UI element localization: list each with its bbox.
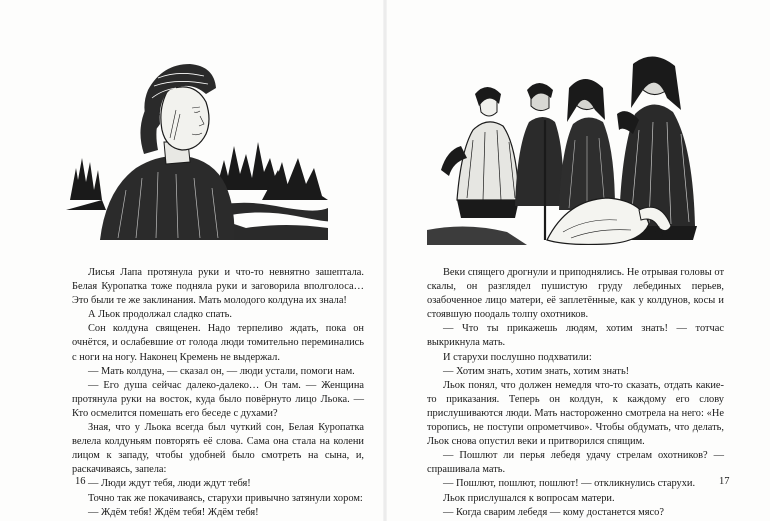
paragraph: Сон колдуна священен. Надо терпеливо ждать, пока он очнётся, и ослабевшие от голода люди томительно переминались с ноги на ногу. Наконец Кремень не выдержал. (72, 323, 364, 363)
paragraph: Веки спящего дрогнули и приподнялись. Не отрывая головы от скалы, он разглядел пушистую груду лебединых перьев, озабоченное лицо матери, её заплетённые, как у колдунов, косы и стоявшую поодаль толпу охотников. (427, 267, 724, 321)
paragraph: — Что ты прикажешь людям, хотим знать! — тотчас выкрикнула мать. (427, 323, 724, 349)
right-page (385, 0, 770, 521)
illustration-youth-portrait (66, 50, 328, 240)
paragraph: — Хотим знать, хотим знать, хотим знать! (443, 365, 630, 377)
paragraph: — Люди ждут тебя, люди ждут тебя! (88, 478, 251, 490)
paragraph: А Льок продолжал сладко спать. (88, 309, 232, 321)
paragraph: — Пошлют, пошлют, пошлют! — откликнулись старухи. (443, 478, 696, 490)
paragraph: — Ждём тебя! Ждём тебя! Ждём тебя! (88, 506, 259, 518)
figure-face (161, 87, 209, 150)
paragraph: Точно так же покачиваясь, старухи привычно затянули хором: (88, 492, 363, 504)
page-number: 16 (75, 476, 86, 487)
right-page-text (427, 266, 724, 520)
paragraph: — Когда сварим лебедя — кому достанется мясо? (443, 506, 664, 518)
paragraph: Зная, что у Льока всегда был чуткий сон, Белая Куропатка велела колдуньям повторять её слова. Сама она стала на колени лицом к западу, чтобы удобней было смотреть на сына, и, раскачиваясь, запела: (72, 422, 364, 476)
paragraph: Льок прислушался к вопросам матери. (443, 492, 615, 504)
paragraph: — Мать колдуна, — сказал он, — люди устали, помоги нам. (88, 365, 355, 377)
paragraph: — Его душа сейчас далеко-далеко… Он там. — Женщина протянула руки на восток, куда было повёрнуто лицо Льока. — Кто осмелится помешать его беседе с духами? (72, 379, 364, 419)
left-page-text (72, 266, 364, 520)
paragraph: — Пошлют ли перья лебедя удачу стрелам охотников? — спрашивала мать. (427, 450, 724, 476)
paragraph: Льок понял, что должен немедля что-то сказать, отдать какие-то приказания. Теперь он колдун, к каждому его слову прислушиваются люди. Мать настороженно смотрела на него: «Не торопись, не поступи опрометчиво». Чтобы обдумать, что делать, Льок снова опустил веки и притворился спящим. (427, 379, 724, 448)
illustration-group-with-swan (427, 50, 727, 245)
page-number: 17 (719, 476, 730, 487)
paragraph: И старухи послушно подхватили: (443, 351, 592, 363)
paragraph: Лисья Лапа протянула руки и что-то невнятно зашептала. Белая Куропатка тоже подняла руки и заговорила вполголоса… Это были те же заклинания. Мать молодого колдуна их знала! (72, 267, 364, 307)
